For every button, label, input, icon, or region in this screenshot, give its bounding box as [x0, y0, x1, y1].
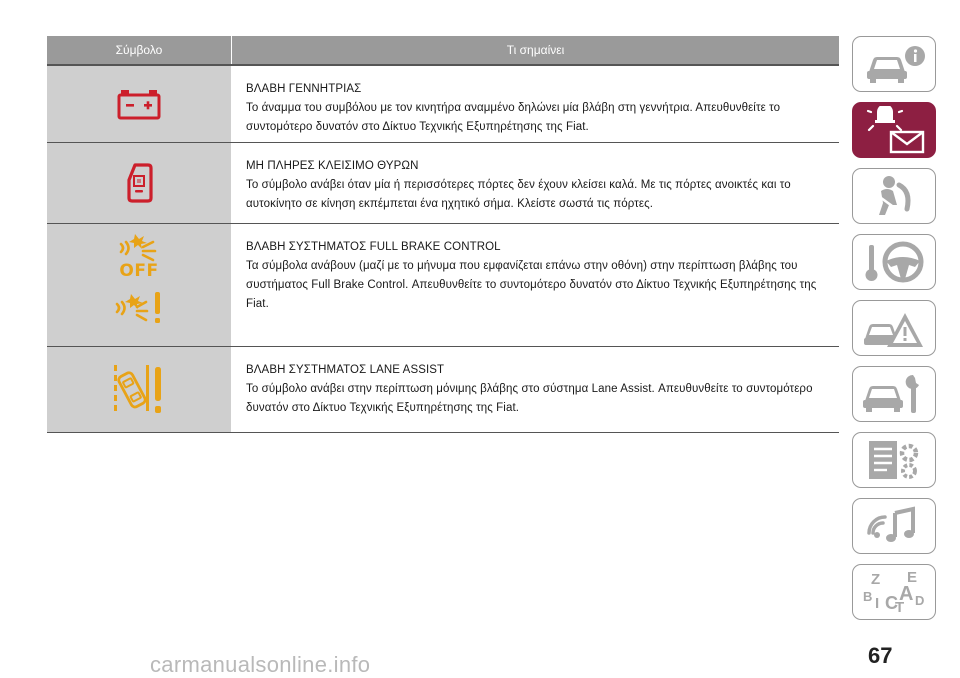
table-row — [47, 347, 839, 433]
row-description: Τα σύμβολα ανάβουν (μαζί με το μήνυμα που εμφανίζεται επάνω στην οθόνη) στην περίπτωση βλάβης του συστήματος Full Brake Control. Απευθυνθείτε το συντομότερο δυνατόν στο Δίκτυο Τεχνικής Εξυπηρέτησης της Fiat. — [246, 260, 817, 310]
table-header — [47, 36, 839, 64]
warning-light-message-icon — [859, 106, 929, 154]
table-row — [47, 66, 839, 143]
row-description: Το άναμμα του συμβόλου με τον κινητήρα αναμμένο δηλώνει μία βλάβη στη γεννήτρια. Απευθυνθείτε το συντομότερο δυνατόν στο Δίκτυο Τεχνικής Εξυπηρέτησης της Fiat. — [246, 102, 781, 133]
chapter-tabs — [852, 36, 936, 630]
battery-icon — [117, 88, 161, 120]
warning-lights-table — [47, 36, 839, 433]
car-service-wrench-icon — [859, 371, 929, 417]
lane-assist-icon — [108, 359, 170, 421]
table-row — [47, 143, 839, 224]
tab-safety[interactable] — [852, 168, 936, 224]
full-brake-control-failure-icon — [113, 288, 165, 326]
header-symbol: Σύμβολο — [115, 43, 163, 57]
index-letter: T — [895, 599, 905, 616]
off-label: OFF — [119, 261, 159, 281]
index-letter: B — [863, 589, 873, 604]
index-letter: I — [875, 595, 880, 612]
row-title: ΒΛΑΒΗ ΣΥΣΤΗΜΑΤΟΣ FULL BRAKE CONTROL — [246, 241, 501, 253]
row-title: ΒΛΑΒΗ ΓΕΝΝΗΤΡΙΑΣ — [246, 83, 362, 95]
page-number: 67 — [868, 643, 893, 668]
full-brake-control-icon — [117, 230, 161, 264]
tab-emergency[interactable] — [852, 300, 936, 356]
tab-car-info[interactable] — [852, 36, 936, 92]
steering-wheel-key-icon — [859, 239, 929, 285]
tab-warning-lights[interactable] — [852, 102, 936, 158]
index-letter: D — [915, 593, 925, 608]
row-title: ΜΗ ΠΛΗΡΕΣ ΚΛΕΙΣΙΜΟ ΘΥΡΩΝ — [246, 160, 419, 172]
tab-technical-data[interactable] — [852, 432, 936, 488]
alphabetical-index-icon — [859, 569, 929, 615]
index-letter: Z — [871, 571, 881, 588]
row-description: Το σύμβολο ανάβει στην περίπτωση μόνιμης βλάβης στο σύστημα Lane Assist. Απευθυνθείτε το συντομότερο δυνατόν στο Δίκτυο Τεχνικής Εξυπηρέτησης της Fiat. — [246, 383, 813, 414]
index-letter: E — [907, 569, 918, 586]
technical-data-gear-icon — [859, 437, 929, 483]
door-open-icon — [124, 162, 154, 204]
table-row — [47, 224, 839, 347]
tab-starting-driving[interactable] — [852, 234, 936, 290]
tab-multimedia[interactable] — [852, 498, 936, 554]
row-title: ΒΛΑΒΗ ΣΥΣΤΗΜΑΤΟΣ LANE ASSIST — [246, 364, 445, 376]
multimedia-icon — [859, 503, 929, 549]
header-meaning: Τι σημαίνει — [231, 36, 839, 64]
index-letter: A — [899, 583, 914, 605]
tab-service[interactable] — [852, 366, 936, 422]
car-info-icon — [859, 42, 929, 86]
row-description: Το σύμβολο ανάβει όταν μία ή περισσότερες πόρτες δεν έχουν κλείσει καλά. Με τις πόρτες ανοικτές και το αυτοκίνητο σε κίνηση εκπέμπεται ένα ηχητικό σήμα. Κλείστε σωστά τις πόρτες. — [246, 179, 791, 210]
car-emergency-icon — [859, 305, 929, 351]
watermark: carmanualsonline.info — [150, 652, 371, 677]
tab-index[interactable] — [852, 564, 936, 620]
index-letter: C — [885, 593, 898, 613]
seat-safety-icon — [859, 173, 929, 219]
